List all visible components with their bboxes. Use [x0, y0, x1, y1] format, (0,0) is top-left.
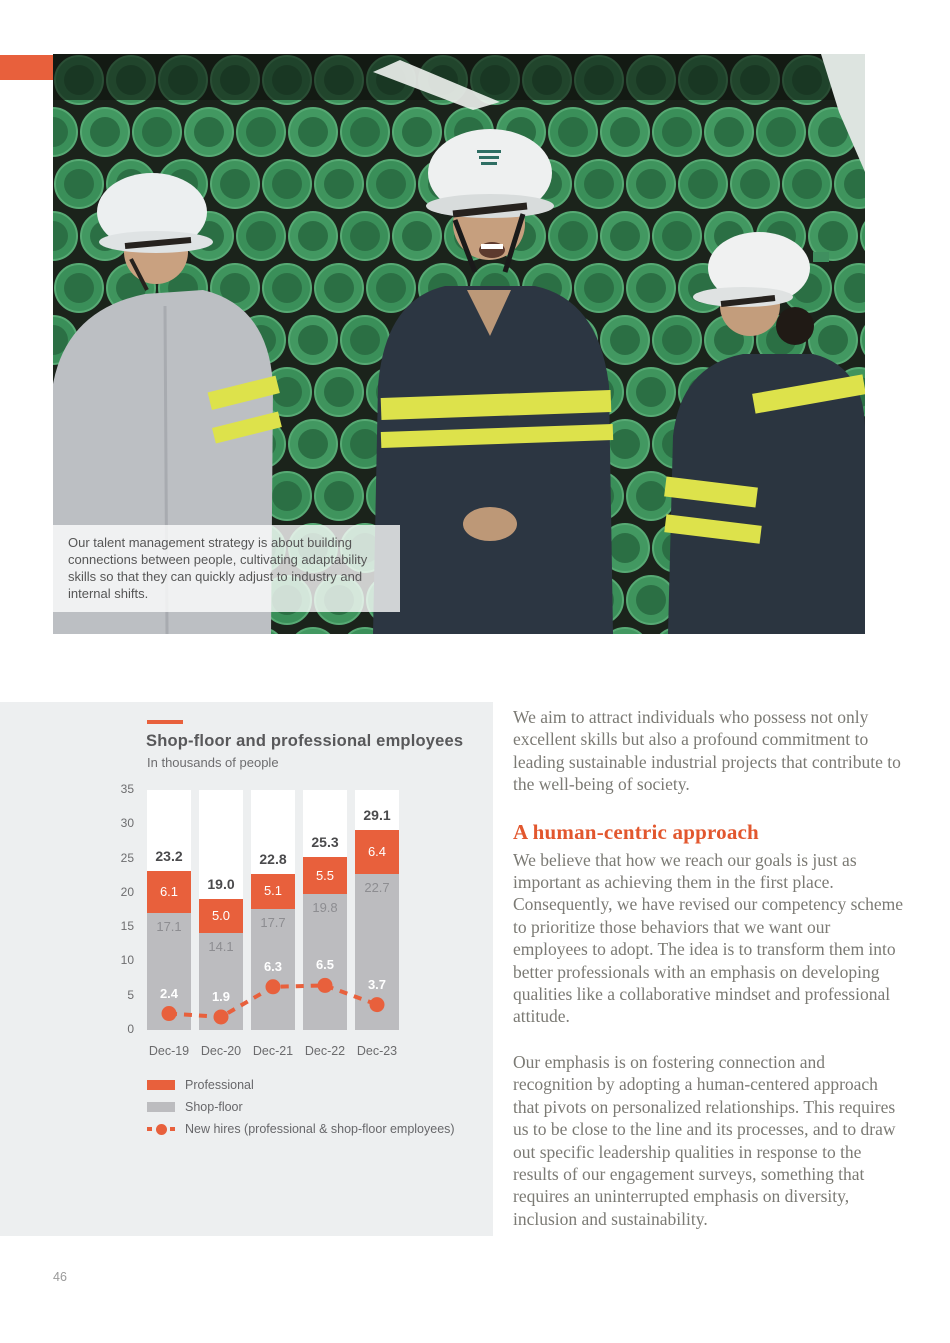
- legend-row: [147, 1118, 455, 1140]
- body-paragraph-1: We believe that how we reach our goals is just as important as achieving them in the first place. Consequently, we have revised our competency scheme to prioritize those behaviors that we want our employees to adopt. The idea is to transform them into better professionals with an emphasis on developing qualities like a collaborative mindset and professional attitude.: [513, 849, 904, 1027]
- hero-photo: [53, 54, 865, 634]
- legend-label: New hires (professional & shop-floor employees): [185, 1122, 455, 1136]
- new-hires-marker: [214, 1009, 229, 1024]
- legend-dash: [170, 1127, 175, 1131]
- new-hires-marker: [318, 978, 333, 993]
- x-axis-label: Dec-23: [356, 1044, 398, 1058]
- x-axis-label: Dec-20: [200, 1044, 242, 1058]
- new-hires-marker: [266, 979, 281, 994]
- legend-label: Professional: [185, 1078, 254, 1092]
- y-axis-tick: 30: [120, 816, 134, 831]
- photo-caption: Our talent management strategy is about building connections between people, cultivating adaptability skills so that they can quickly adjust to industry and internal shifts.: [53, 525, 400, 612]
- y-axis-tick: 20: [120, 884, 134, 899]
- section-heading: A human-centric approach: [513, 819, 759, 844]
- legend-label: Shop-floor: [185, 1100, 243, 1114]
- body-paragraph-2: Our emphasis is on fostering connection and recognition by adopting a human-centered approach that pivots on personalized relationships. This requires us to be close to the line and its processes, and to draw out specific leadership qualities in response to the results of our engagement surveys, something that requires an uninterrupted emphasis on diversity, inclusion and sustainability.: [513, 1051, 896, 1229]
- new-hires-value: 6.5: [315, 957, 335, 973]
- new-hires-value: 3.7: [367, 976, 387, 992]
- page-number: 46: [53, 1270, 67, 1284]
- total-value: 23.2: [155, 847, 183, 864]
- professional-value: 5.5: [315, 867, 335, 883]
- x-axis-label: Dec-19: [148, 1044, 190, 1058]
- shop-floor-value: 17.7: [260, 914, 286, 930]
- legend-dash: [147, 1127, 152, 1131]
- legend-row: [147, 1096, 455, 1118]
- chart-subtitle: In thousands of people: [147, 755, 279, 770]
- shop-floor-value: 17.1: [156, 918, 182, 934]
- professional-value: 6.1: [159, 883, 179, 899]
- y-axis-tick: 15: [120, 919, 134, 934]
- legend-swatch-new-hires: [147, 1123, 175, 1135]
- legend-dot: [156, 1124, 167, 1135]
- new-hires-value: 2.4: [159, 985, 179, 1001]
- total-value: 25.3: [311, 833, 339, 850]
- new-hires-value: 6.3: [263, 958, 283, 974]
- y-axis-tick: 25: [120, 850, 134, 865]
- page-corner-accent: [0, 55, 53, 80]
- professional-value: 5.0: [211, 908, 231, 924]
- legend-swatch-professional: [147, 1080, 175, 1090]
- shop-floor-value: 22.7: [364, 880, 390, 896]
- x-axis-label: Dec-22: [304, 1044, 346, 1058]
- chart-legend: [147, 1074, 455, 1140]
- total-value: 19.0: [207, 876, 235, 893]
- chart-accent-dash: [147, 720, 183, 724]
- professional-value: 5.1: [263, 882, 283, 898]
- intro-paragraph: We aim to attract individuals who possess not only excellent skills but also a profound commitment to leading sustainable industrial projects that contribute to the well-being of society.: [513, 707, 901, 795]
- stacked-bar-chart: [120, 782, 399, 1058]
- total-value: 29.1: [363, 807, 391, 824]
- y-axis-tick: 5: [127, 987, 134, 1002]
- chart-panel: [0, 702, 493, 1236]
- shop-floor-value: 14.1: [208, 939, 234, 955]
- shop-floor-value: 19.8: [312, 900, 338, 916]
- professional-value: 6.4: [367, 844, 387, 860]
- legend-swatch-shop-floor: [147, 1102, 175, 1112]
- total-value: 22.8: [259, 850, 287, 867]
- y-axis-tick: 0: [127, 1022, 134, 1036]
- new-hires-marker: [162, 1006, 177, 1021]
- y-axis-tick: 10: [120, 953, 134, 968]
- chart-title: Shop-floor and professional employees: [146, 732, 464, 750]
- legend-row: [147, 1074, 455, 1096]
- x-axis-label: Dec-21: [252, 1044, 294, 1058]
- article-column: [513, 706, 905, 1253]
- y-axis-tick: 35: [120, 782, 134, 796]
- new-hires-marker: [370, 997, 385, 1012]
- new-hires-value: 1.9: [211, 988, 231, 1004]
